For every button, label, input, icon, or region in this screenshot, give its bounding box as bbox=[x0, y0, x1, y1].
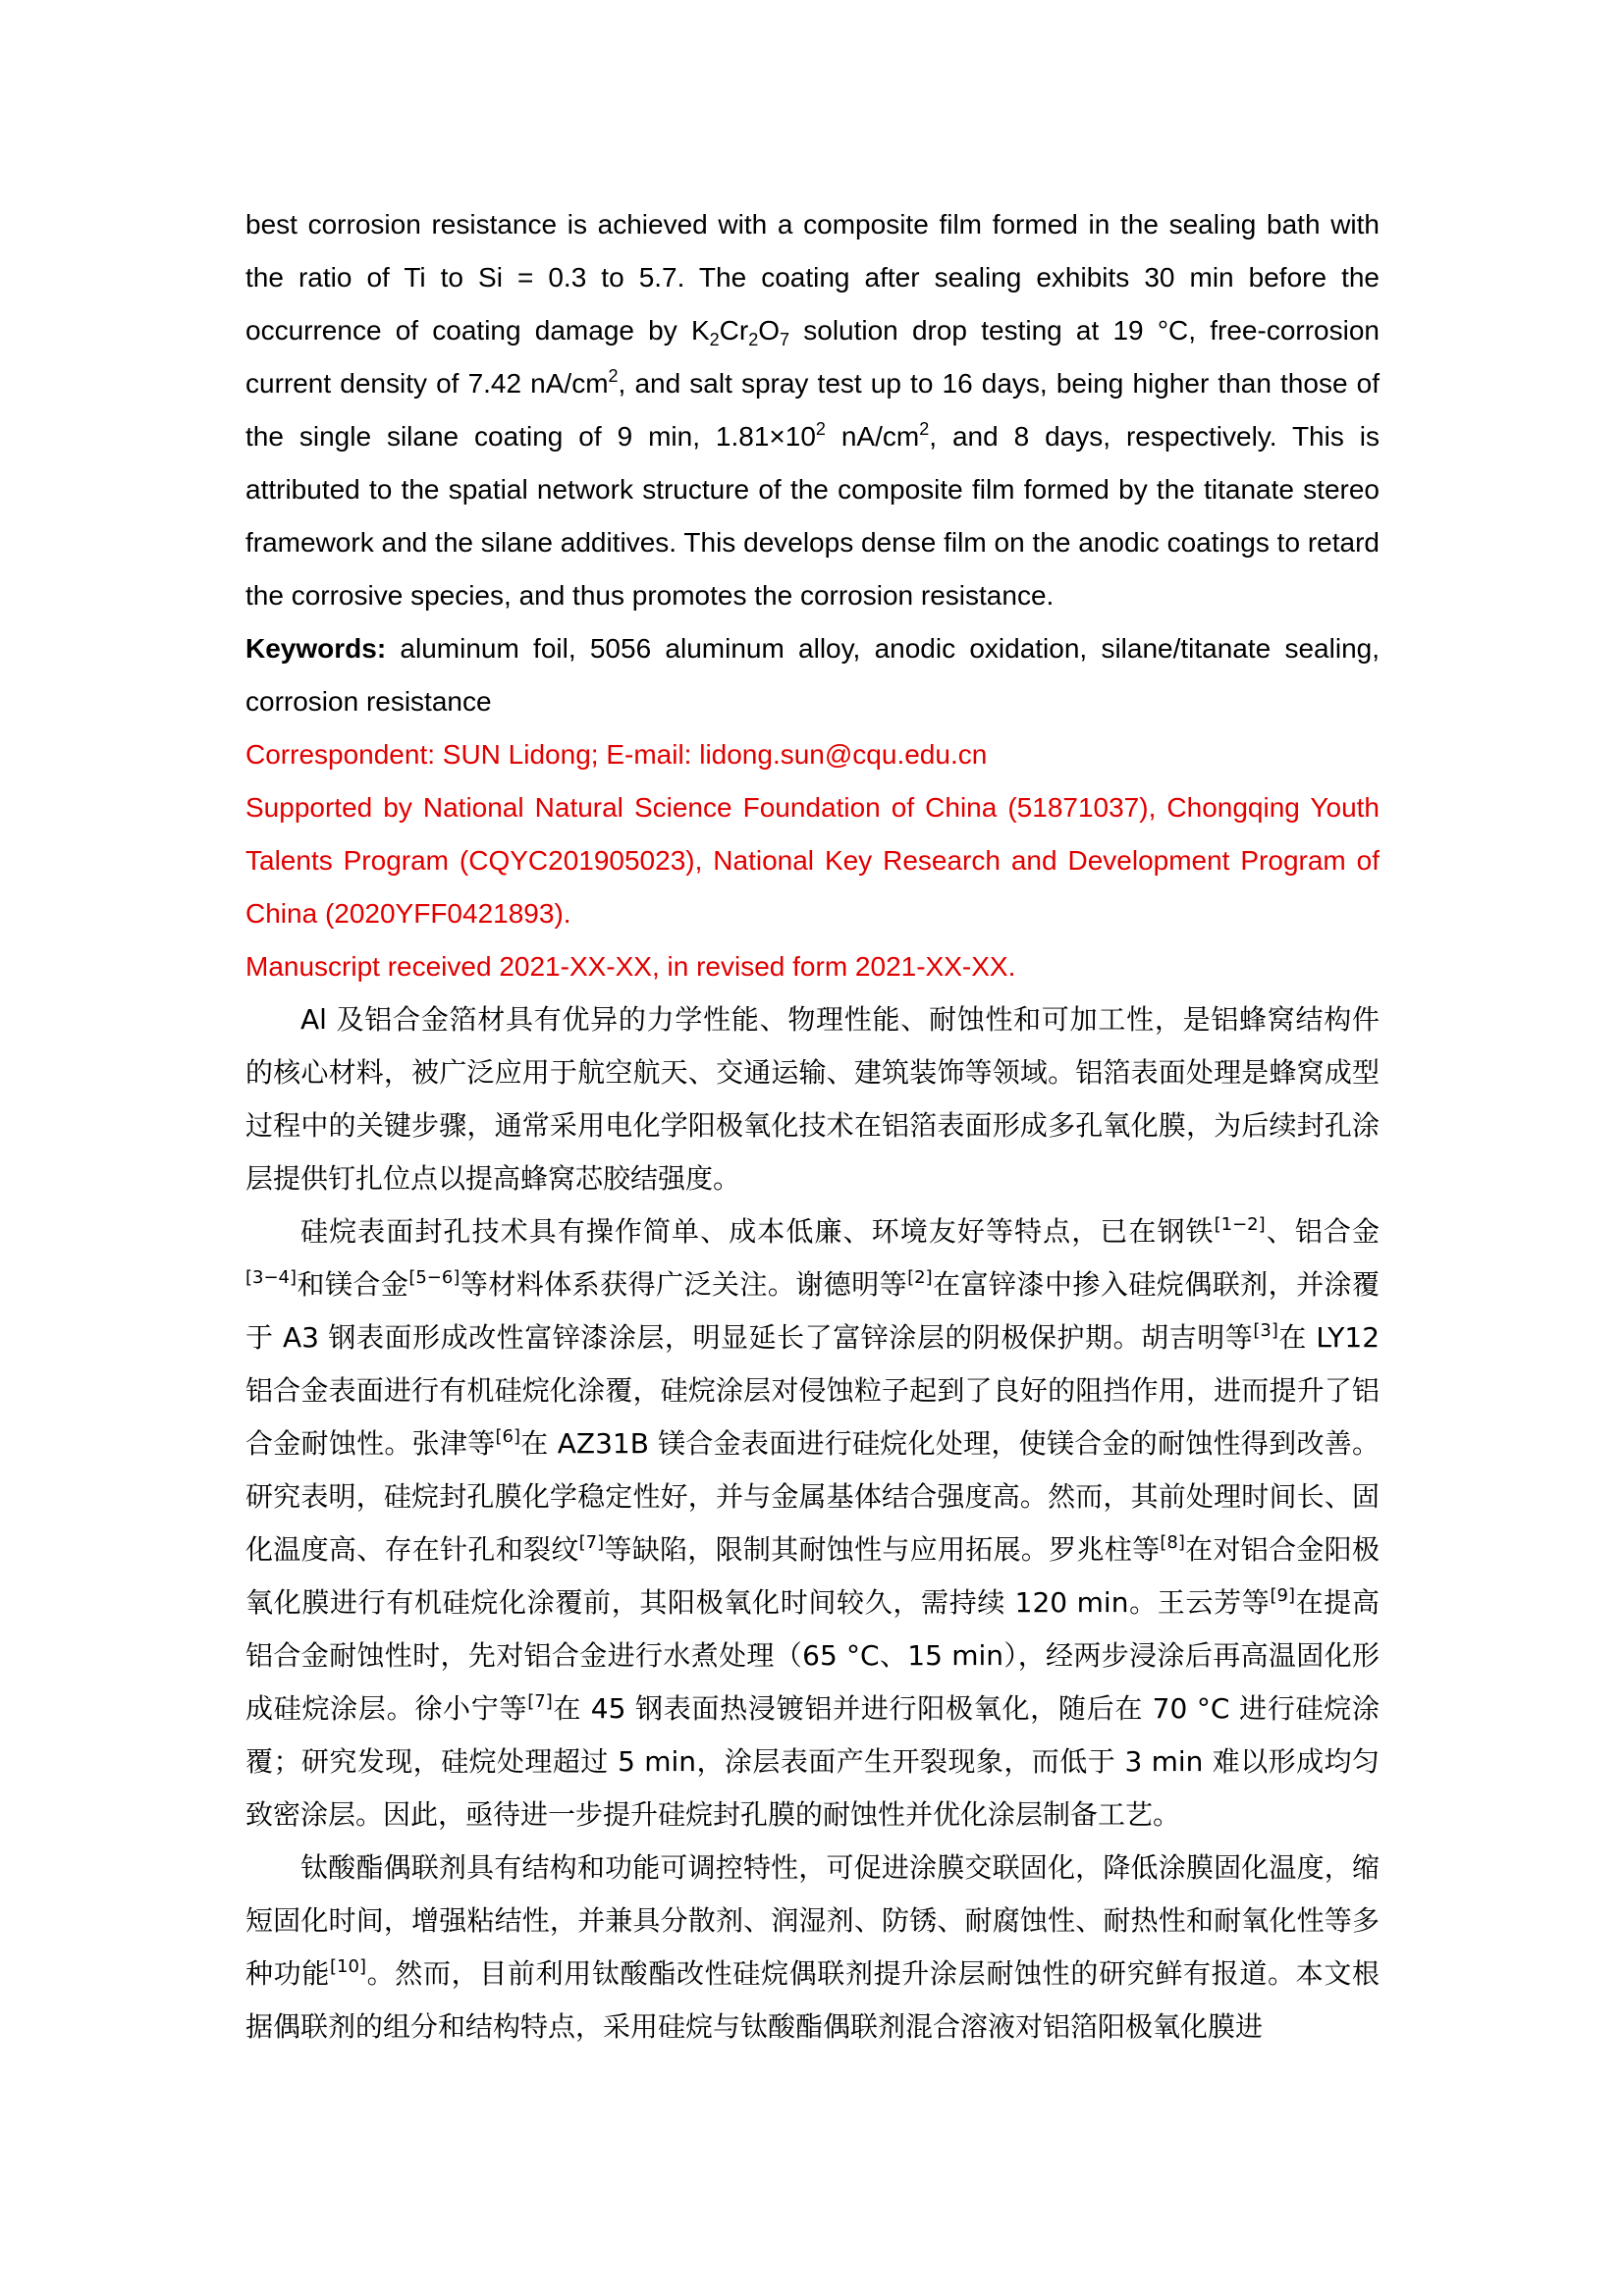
citation: [8] bbox=[1160, 1532, 1185, 1553]
manuscript-dates: Manuscript received 2021-XX-XX, in revised form 2021-XX-XX. bbox=[245, 951, 1016, 982]
page-content bbox=[245, 198, 1380, 2054]
keywords bbox=[245, 622, 1380, 728]
citation: [3−4] bbox=[245, 1267, 298, 1288]
citation: [3] bbox=[1253, 1320, 1278, 1341]
intro-paragraph-3: 钛酸酯偶联剂具有结构和功能可调控特性，可促进涂膜交联固化，降低涂膜固化温度，缩短固化时间，增强粘结性，并兼具分散剂、润湿剂、防锈、耐腐蚀性、耐热性和耐氧化性等多种功能[10]。然而，目前利用钛酸酯改性硅烷偶联剂提升涂层耐蚀性的研究鲜有报道。本文根据偶联剂的组分和结构特点，采用硅烷与钛酸酯偶联剂混合溶液对铝箔阳极氧化膜进 bbox=[245, 1851, 1380, 2043]
citation: [9] bbox=[1270, 1585, 1295, 1606]
intro-paragraph-1: Al 及铝合金箔材具有优异的力学性能、物理性能、耐蚀性和可加工性，是铝蜂窝结构件的核心材料，被广泛应用于航空航天、交通运输、建筑装饰等领域。铝箔表面处理是蜂窝成型过程中的关键步骤，通常采用电化学阳极氧化技术在铝箔表面形成多孔氧化膜，为后续封孔涂层提供钉扎位点以提高蜂窝芯胶结强度。 bbox=[245, 1003, 1380, 1195]
citation: [7] bbox=[578, 1532, 605, 1553]
keywords-text: aluminum foil, 5056 aluminum alloy, anodic oxidation, silane/titanate sealing, corrosion resistance bbox=[245, 633, 1380, 717]
citation: [7] bbox=[527, 1691, 553, 1712]
correspondent-line: Correspondent: SUN Lidong; E-mail: lidong.sun@cqu.edu.cn bbox=[245, 739, 988, 770]
citation: [10] bbox=[330, 1956, 366, 1977]
funding-statement: Supported by National Natural Science Foundation of China (51871037), Chongqing Youth Talents Program (CQYC201905023), National Key Research and Development Program of China (2020YFF0421893). bbox=[245, 792, 1380, 929]
intro-paragraph-2: 硅烷表面封孔技术具有操作简单、成本低廉、环境友好等特点，已在钢铁[1−2]、铝合金[3−4]和镁合金[5−6]等材料体系获得广泛关注。谢德明等[2]在富锌漆中掺入硅烷偶联剂，并涂覆于 A3 钢表面形成改性富锌漆涂层，明显延长了富锌涂层的阴极保护期。胡吉明等[3]在 LY12 铝合金表面进行有机硅烷化涂覆，硅烷涂层对侵蚀粒子起到了良好的阻挡作用，进而提升了铝合金耐蚀性。张津等[6]在 AZ31B 镁合金表面进行硅烷化处理，使镁合金的耐蚀性得到改善。研究表明，硅烷封孔膜化学稳定性好，并与金属基体结合强度高。然而，其前处理时间长、固化温度高、存在针孔和裂纹[7]等缺陷，限制其耐蚀性与应用拓展。罗兆柱等[8]在对铝合金阳极氧化膜进行有机硅烷化涂覆前，其阳极氧化时间较久，需持续 120 min。王云芳等[9]在提高铝合金耐蚀性时，先对铝合金进行水煮处理（65 °C、15 min），经两步浸涂后再高温固化形成硅烷涂层。徐小宁等[7]在 45 钢表面热浸镀铝并进行阳极氧化，随后在 70 °C 进行硅烷涂覆；研究发现，硅烷处理超过 5 min，涂层表面产生开裂现象，而低于 3 min 难以形成均匀致密涂层。因此，亟待进一步提升硅烷封孔膜的耐蚀性并优化涂层制备工艺。 bbox=[245, 1214, 1380, 1831]
citation: [2] bbox=[907, 1267, 933, 1288]
citation: [5−6] bbox=[408, 1267, 460, 1288]
citation: [1−2] bbox=[1214, 1214, 1266, 1235]
keywords-label: Keywords: bbox=[245, 633, 387, 664]
citation: [6] bbox=[495, 1426, 520, 1447]
abstract-continuation: best corrosion resistance is achieved with a composite film formed in the sealing bath with the ratio of Ti to Si = 0.3 to 5.7. The coating after sealing exhibits 30 min before the occurrence of coating damage by $K_2Cr_2O_7$ solution drop testing at 19 °C, free-corrosion current density of 7.42 $nA/cm^2$, and salt spray test up to 16 days, being higher than those of the single silane coating of 9 min, $1.81\times 10^2$ $nA/cm^2$, and 8 days, respectively. This is attributed to the spatial network structure of the composite film formed by the titanate stereo framework and the silane additives. This develops dense film on the anodic coatings to retard the corrosive species, and thus promotes the corrosion resistance. bbox=[245, 209, 1380, 611]
